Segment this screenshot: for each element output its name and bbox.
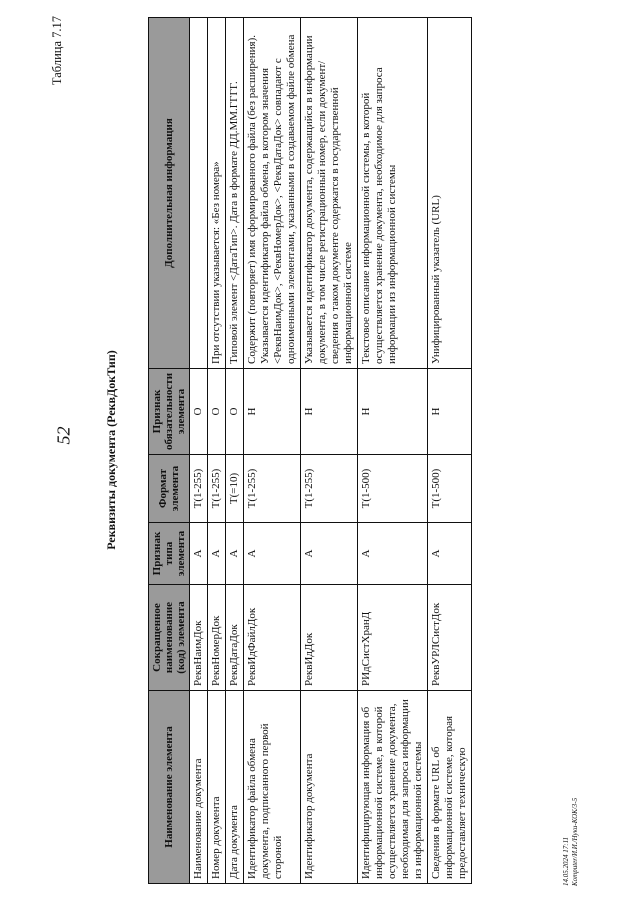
table-row bbox=[301, 18, 358, 884]
element-format: T(1-255) bbox=[190, 455, 208, 523]
element-format: T(1-500) bbox=[357, 455, 427, 523]
table-caption: Реквизиты документа (РеквДокТип) bbox=[104, 350, 118, 550]
table-row bbox=[190, 18, 208, 884]
element-code: РеквУРЛСистДок bbox=[427, 585, 471, 691]
element-code: РеквИдФайлДок bbox=[244, 585, 301, 691]
element-code: РеквНаимДок bbox=[190, 585, 208, 691]
page-number: 52 bbox=[53, 426, 74, 445]
element-code: РеквИдДок bbox=[301, 585, 358, 691]
element-name: Дата документа bbox=[226, 691, 244, 884]
element-required: Н bbox=[357, 369, 427, 455]
element-name: Сведения в формате URL об информационной системе, которая предоставляет техническую bbox=[427, 691, 471, 884]
element-info: Текстовое описание информационной системы, в которой осуществляется хранение документа, необходимое для запроса информации из информационной системы bbox=[357, 18, 427, 369]
element-code: РИдСистХранД bbox=[357, 585, 427, 691]
element-info: Типовой элемент <ДатаТип>. Дата в формате ДД.ММ.ГГГГ. bbox=[226, 18, 244, 369]
element-format: T(=10) bbox=[226, 455, 244, 523]
requisites-table bbox=[148, 17, 472, 884]
table-row bbox=[427, 18, 471, 884]
element-format: T(1-255) bbox=[208, 455, 226, 523]
element-info bbox=[190, 18, 208, 369]
column-header: Дополнительная информация bbox=[149, 18, 190, 369]
element-required: Н bbox=[244, 369, 301, 455]
element-type: А bbox=[190, 523, 208, 585]
element-required: О bbox=[190, 369, 208, 455]
element-info: При отсутствии указывается: «Без номера» bbox=[208, 18, 226, 369]
element-format: T(1-255) bbox=[244, 455, 301, 523]
table-row bbox=[244, 18, 301, 884]
table-row bbox=[208, 18, 226, 884]
rotated-page-content bbox=[40, 10, 600, 890]
table-header-row bbox=[149, 18, 190, 884]
element-name: Идентифицирующая информация об информационной системе, в которой осуществляется хранение документа, необходимая для запроса информации из информационной системы bbox=[357, 691, 427, 884]
stamp-line: 14.05.2024 17:11 bbox=[562, 836, 570, 886]
element-type: А bbox=[226, 523, 244, 585]
column-header: Наименование элемента bbox=[149, 691, 190, 884]
element-name: Идентификатор файла обмена документа, подписанного первой стороной bbox=[244, 691, 301, 884]
element-name: Номер документа bbox=[208, 691, 226, 884]
element-type: А bbox=[244, 523, 301, 585]
element-code: РеквДатаДок bbox=[226, 585, 244, 691]
element-type: А bbox=[208, 523, 226, 585]
stamp-line: Komputer/И.И./Нуки-КОК/3-5 bbox=[570, 797, 579, 886]
element-name: Идентификатор документа bbox=[301, 691, 358, 884]
element-name: Наименование документа bbox=[190, 691, 208, 884]
print-stamp bbox=[562, 798, 580, 886]
column-header: Признак обязательности элемента bbox=[149, 369, 190, 455]
element-info: Унифицированный указатель (URL) bbox=[427, 18, 471, 369]
element-required: О bbox=[226, 369, 244, 455]
element-type: А bbox=[357, 523, 427, 585]
element-required: Н bbox=[301, 369, 358, 455]
table-label: Таблица 7.17 bbox=[50, 16, 64, 86]
table-row bbox=[357, 18, 427, 884]
element-info: Содержит (повторяет) имя сформированного файла (без расширения). Указывается идентификатор файла обмена, в котором значения <РеквНаимДок>, <РеквНомерДок>, <РеквДатаДок> совпадают с одноименными элементами, указанными в создаваемом файле обмена bbox=[244, 18, 301, 369]
element-required: О bbox=[208, 369, 226, 455]
element-format: T(1-255) bbox=[301, 455, 358, 523]
table-row bbox=[226, 18, 244, 884]
element-info: Указывается идентификатор документа, содержащийся в информации документа, в том числе регистрационный номер, если документ/сведения о таком документе содержатся в государственной информационной системе bbox=[301, 18, 358, 369]
element-type: А bbox=[427, 523, 471, 585]
column-header: Признак типа элемента bbox=[149, 523, 190, 585]
element-required: Н bbox=[427, 369, 471, 455]
element-type: А bbox=[301, 523, 358, 585]
column-header: Формат элемента bbox=[149, 455, 190, 523]
column-header: Сокращенное наименование (код) элемента bbox=[149, 585, 190, 691]
element-format: T(1-500) bbox=[427, 455, 471, 523]
element-code: РеквНомерДок bbox=[208, 585, 226, 691]
